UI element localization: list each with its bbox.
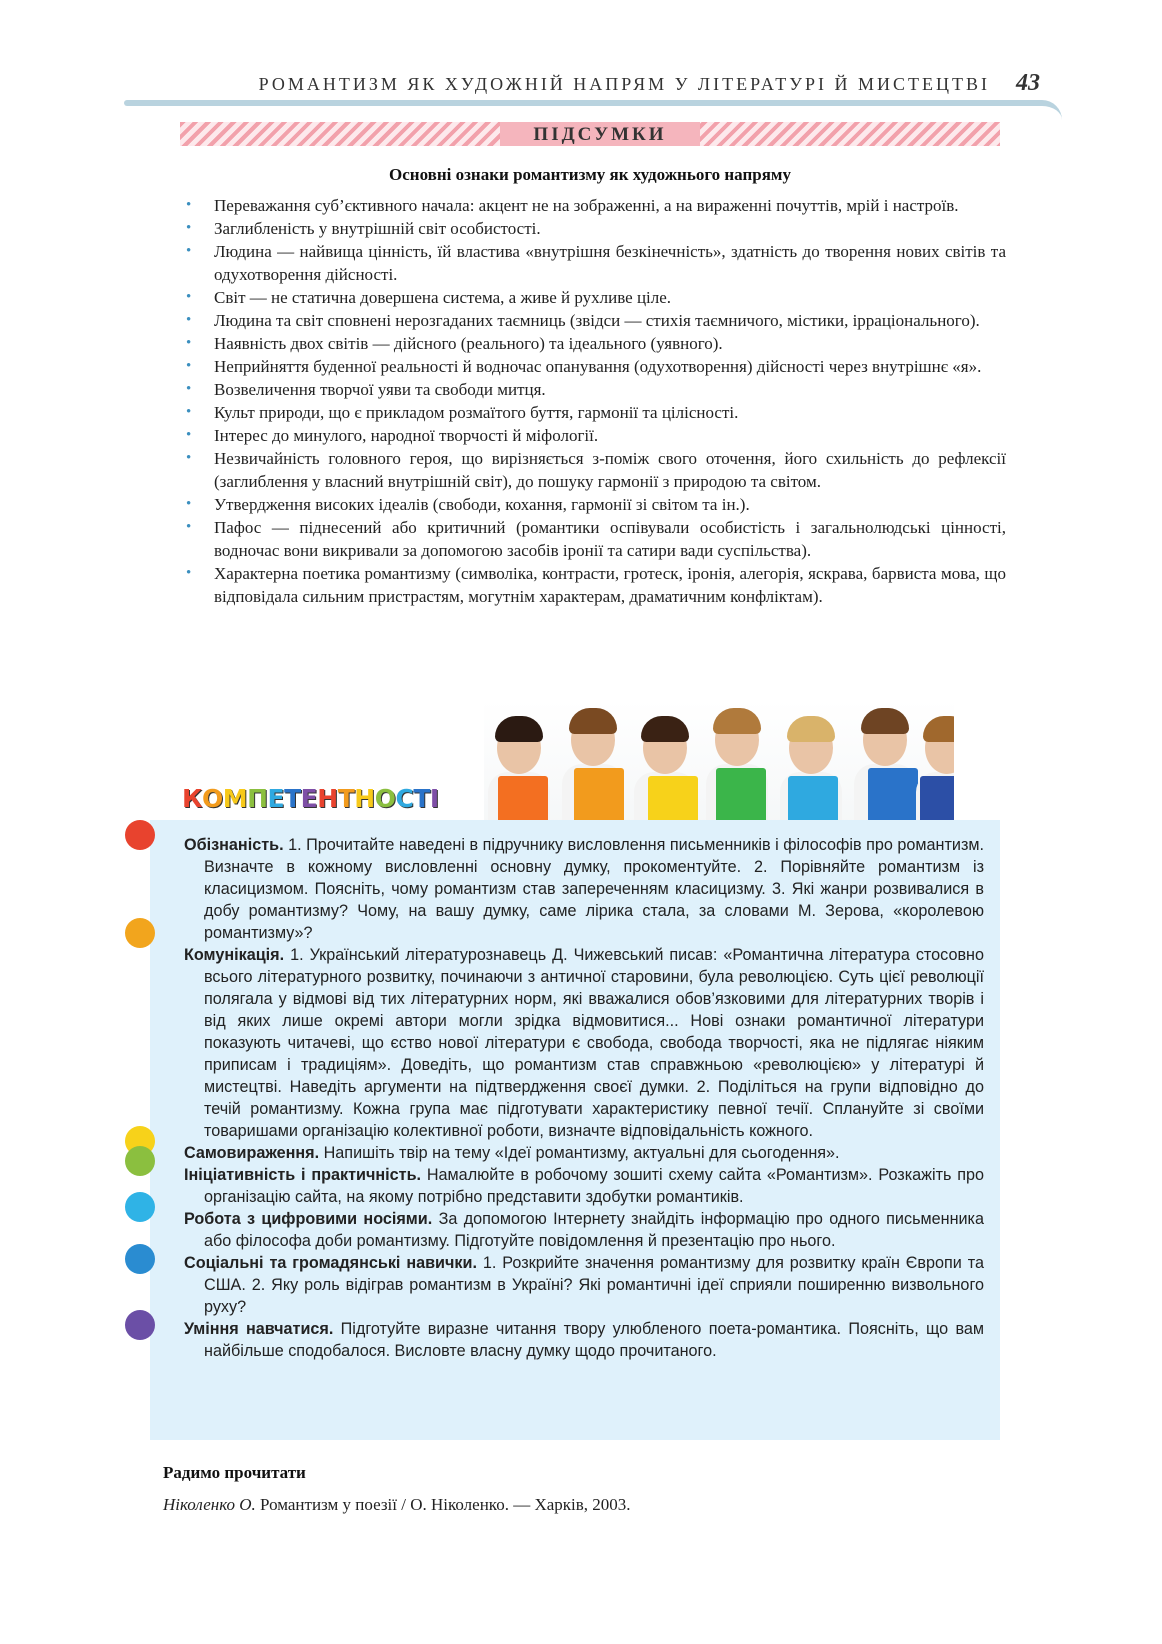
header-rule (124, 100, 1014, 106)
feature-item (186, 447, 1006, 493)
logo-letter: О (374, 784, 396, 813)
folder-icon (868, 768, 918, 824)
color-dot-icon (125, 1310, 155, 1340)
feature-text: Культ природи, що є прикладом розмаїтого буття, гармонії та цілісності. (214, 403, 739, 422)
page-number: 43 (1016, 70, 1040, 96)
bullet-icon: • (186, 197, 192, 213)
feature-item (186, 424, 1006, 447)
feature-item (186, 378, 1006, 401)
student-hair (787, 716, 835, 742)
feature-text: Характерна поетика романтизму (символіка, контрасти, гротеск, іронія, алегорія, яскрава, барвиста мова, що відповідала сильним пристрастям, могутнім характерам, драматичним конфліктам). (214, 564, 1006, 606)
feature-text: Людина — найвища цінність, їй властива «внутрішня безкінечність», здатність до творення нових світів та одухотворення дійсності. (214, 242, 1006, 284)
feature-text: Возвеличення творчої уяви та свободи митця. (214, 380, 546, 399)
features-list (186, 194, 1006, 608)
bullet-icon: • (186, 404, 192, 420)
logo-letter: І (429, 784, 439, 813)
competence-item (184, 1164, 984, 1208)
logo-letter: О (201, 784, 223, 813)
reading-item (163, 1495, 631, 1515)
bullet-icon: • (186, 358, 192, 374)
competence-item (184, 1318, 984, 1362)
feature-item (186, 355, 1006, 378)
feature-text: Утвердження високих ідеалів (свободи, кохання, гармонії зі світом та ін.). (214, 495, 750, 514)
logo-letter: Т (284, 784, 301, 813)
competence-item (184, 1142, 984, 1164)
bullet-icon: • (186, 312, 192, 328)
student-hair (923, 716, 954, 742)
competence-text: 1. Український літературознавець Д. Чижевський писав: «Романтична література стосовно всього літературного розвитку, починаючи з античної старовини, була революцією. Суть цієї революції полягала у відмові від тих літературних норм, які вважалися обов’язковими для літературних творів і від яких лише окремі автори могли зрідка відмовитися... Нові ознаки романтичної літератури показують читачеві, що єство нової літератури є свобода, свобода творчості, яка не підлягає ніяким приписам і традиціям». Доведіть, що романтизм став справжньою «революцією» у літературі й мистецтві. Наведіть аргументи на підтвердження своєї думки. 2. Поділіться на групи відповідно до течій романтизму. Кожна група має підготувати характеристику певної течії. Сплануйте зі своїми товаришами організацію колективної роботи, визначте відповідальність кожного. (204, 946, 984, 1140)
feature-item (186, 493, 1006, 516)
competences-logo (182, 784, 439, 813)
competence-text: Напишіть твір на тему «Ідеї романтизму, актуальні для сьогодення». (319, 1144, 840, 1162)
competence-item (184, 1208, 984, 1252)
students-photo (484, 700, 954, 825)
feature-item (186, 516, 1006, 562)
competence-text: Підготуйте виразне читання твору улюбленого поета-романтика. Поясніть, що вам найбільше сподобалося. Висловте власну думку щодо прочитаного. (204, 1320, 984, 1360)
bullet-icon: • (186, 381, 192, 397)
feature-text: Неприйняття буденної реальності й водночас опанування (одухотворення) дійсності через внутрішнє «я». (214, 357, 982, 376)
competence-item (184, 1252, 984, 1318)
running-title: РОМАНТИЗМ ЯК ХУДОЖНІЙ НАПРЯМ У ЛІТЕРАТУРІ Й МИСТЕЦТВІ (258, 74, 990, 94)
color-dot-icon (125, 1192, 155, 1222)
competence-text: 1. Прочитайте наведені в підручнику висловлення письменників і філософів про романтизм. Визначте в кожному висловленні основну думку, прокоментуйте. 2. Порівняйте романтизм із класицизмом. Поясніть, чому романтизм став запереченням класицизму. 3. Які жанри розвивалися в добу романтизму? Чому, на вашу думку, саме лірика стала, за словами М. Зерова, «королевою романтизму»? (204, 836, 984, 942)
bullet-icon: • (186, 565, 192, 581)
feature-text: Наявність двох світів — дійсного (реального) та ідеального (уявного). (214, 334, 723, 353)
logo-letter: М (222, 784, 248, 813)
feature-item (186, 240, 1006, 286)
feature-item (186, 309, 1006, 332)
folder-icon (574, 768, 624, 824)
feature-text: Людина та світ сповнені нерозгаданих таємниць (звідси — стихія таємничого, містики, ірраціонального). (214, 311, 980, 330)
student-hair (713, 708, 761, 734)
feature-item (186, 401, 1006, 424)
color-dot-icon (125, 820, 155, 850)
logo-letter: Н (354, 784, 375, 813)
bullet-icon: • (186, 289, 192, 305)
feature-item (186, 286, 1006, 309)
competence-text: За допомогою Інтернету знайдіть інформацію про одного письменника або філософа доби романтизму. Підготуйте повідомлення й презентацію про нього. (204, 1210, 984, 1250)
feature-item (186, 562, 1006, 608)
bullet-icon: • (186, 243, 192, 259)
feature-item (186, 194, 1006, 217)
logo-letter: Е (300, 784, 318, 813)
logo-letter: Н (317, 784, 338, 813)
logo-letter: К (182, 784, 202, 813)
bullet-icon: • (186, 335, 192, 351)
student-hair (569, 708, 617, 734)
color-dot-icon (125, 1146, 155, 1176)
feature-text: Переважання суб’єктивного начала: акцент не на зображенні, а на вираженні почуттів, мрій і настроїв. (214, 196, 959, 215)
reading-title: Романтизм у поезії / О. Ніколенко. — Харків, 2003. (255, 1495, 631, 1514)
logo-letter: Т (413, 784, 430, 813)
logo-letter: С (395, 784, 414, 813)
logo-letter: Т (337, 784, 355, 813)
feature-text: Світ — не статична довершена система, а живе й рухливе ціле. (214, 288, 672, 307)
header-curl (1000, 100, 1062, 120)
competence-label: Ініціативність і практичність. (184, 1166, 422, 1184)
competence-text: 1. Розкрийте значення романтизму для розвитку країн Європи та США. 2. Яку роль відіграв романтизм в Україні? Які романтичні ідеї сприяли поширенню визвольного руху? (204, 1254, 984, 1316)
bullet-icon: • (186, 496, 192, 512)
competence-label: Робота з цифровими носіями. (184, 1210, 433, 1228)
competence-item (184, 834, 984, 944)
folder-icon (788, 776, 838, 825)
folder-icon (716, 768, 766, 824)
competence-label: Соціальні та громадянські навички. (184, 1254, 477, 1272)
feature-text: Незвичайність головного героя, що вирізняється з-поміж свого оточення, його схильність до рефлексії (заглиблення у власний внутрішній світ), до пошуку гармонії з природою та світом. (214, 449, 1006, 491)
competence-label: Обізнаність. (184, 836, 284, 854)
bullet-icon: • (186, 450, 192, 466)
color-dot-icon (125, 1244, 155, 1274)
bullet-icon: • (186, 220, 192, 236)
folder-icon (648, 776, 698, 825)
bullet-icon: • (186, 427, 192, 443)
student-hair (861, 708, 909, 734)
logo-letter: Е (267, 784, 285, 813)
feature-text: Пафос — піднесений або критичний (романтики оспівували особистість і загальнолюдські цінності, водночас вони викривали за допомогою засобів іронії та сатири вади суспільства). (214, 518, 1006, 560)
competence-label: Уміння навчатися. (184, 1320, 334, 1338)
competence-label: Самовираження. (184, 1144, 320, 1162)
feature-item (186, 332, 1006, 355)
folder-icon (498, 776, 548, 825)
feature-text: Заглибленість у внутрішній світ особистості. (214, 219, 541, 238)
student-hair (641, 716, 689, 742)
competence-label: Комунікація. (184, 946, 285, 964)
folder-icon (920, 776, 954, 825)
bullet-icon: • (186, 519, 192, 535)
competences-list (184, 834, 984, 1362)
reading-heading: Радимо прочитати (163, 1463, 306, 1482)
reading-author: Ніколенко О. (163, 1495, 256, 1514)
feature-item (186, 217, 1006, 240)
feature-text: Інтерес до минулого, народної творчості й міфології. (214, 426, 599, 445)
competence-text: Намалюйте в робочому зошиті схему сайта «Романтизм». Розкажіть про організацію сайта, на якому потрібно представити здобутки романтиків. (204, 1166, 985, 1206)
logo-letter: П (247, 784, 268, 813)
student-hair (495, 716, 543, 742)
summary-title: ПІДСУМКИ (500, 122, 700, 146)
color-dot-icon (125, 918, 155, 948)
competence-item (184, 944, 984, 1142)
features-heading: Основні ознаки романтизму як художнього напряму (389, 165, 791, 184)
